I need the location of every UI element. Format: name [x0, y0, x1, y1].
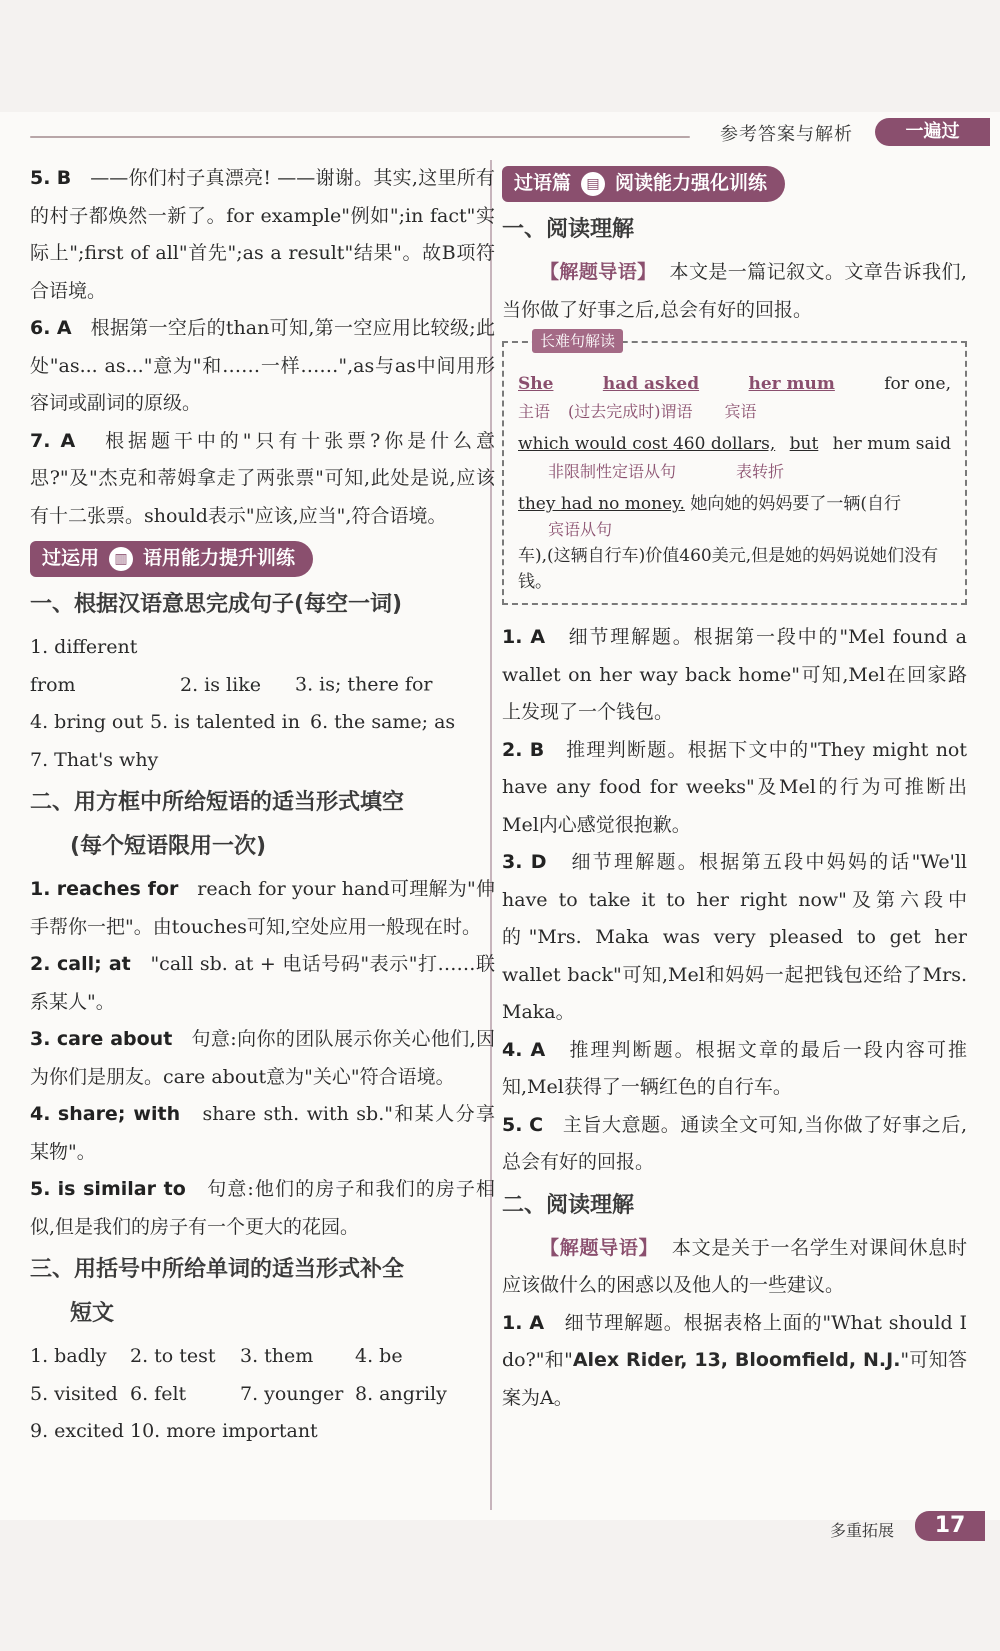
section-heading: 三、用括号中所给单词的适当形式补全 — [30, 1257, 405, 1282]
answer-item: 3. D 细节理解题。根据第五段中妈妈的话"We'll have to take it to her right now"及第六段中的"Mrs. Maka was very pleased to get her wallet back"可知,Mel和妈妈一起把钱包还给了Mrs. Maka。 — [502, 851, 967, 1023]
header-tab: 一遍过 — [875, 118, 990, 146]
answer-item: 1. A 细节理解题。根据第一段中的"Mel found a wallet on her way back home"可知,Mel在回家路上发现了一个钱包。 — [502, 626, 968, 723]
section-heading: 二、用方框中所给短语的适当形式填空 — [30, 790, 405, 815]
answer-item: 5. B ——你们村子真漂亮! ——谢谢。其实,这里所有的村子都焕然一新了。for example"例如";in fact"实际上";first of all"首先";as a result"结果"。故B项符合语境。 — [30, 167, 496, 302]
header-rule — [30, 136, 690, 138]
answer-item: 2. call; at "call sb. at + 电话号码"表示"打……联系某人"。 — [30, 953, 495, 1013]
section-heading: 一、阅读理解 — [502, 217, 635, 242]
answer-item: 4. share; with share sth. with sb."和某人分享某物"。 — [30, 1103, 495, 1163]
answer-line: 4. bring out 5. is talented in 6. the same; as — [30, 711, 456, 733]
answer-item: 3. care about 句意:向你的团队展示你关心他们,因为你们是朋友。care about意为"关心"符合语境。 — [30, 1028, 495, 1088]
section-subheading: (每个短语限用一次) — [70, 834, 267, 859]
section-banner: 过语篇 ▤ 阅读能力强化训练 — [502, 166, 785, 202]
answer-line: 1. different from 2. is like 3. is; there for — [30, 636, 433, 696]
guide-paragraph: 【解题导语】 本文是关于一名学生对课间休息时应该做什么的困惑以及他人的一些建议。 — [502, 1236, 967, 1296]
answer-item: 5. is similar to 句意:他们的房子和我们的房子相似,但是我们的房子有一个更大的花园。 — [30, 1178, 495, 1238]
footer-label: 多重拓展 — [830, 1521, 895, 1540]
answer-line: 5. visited 6. felt 7. younger 8. angrily — [30, 1382, 447, 1405]
box-label: 长难句解读 — [532, 329, 623, 353]
left-column — [30, 160, 495, 1451]
answer-line: 7. That's why — [30, 748, 159, 771]
header-title: 参考答案与解析 — [720, 124, 853, 145]
answer-line: 9. excited 10. more important — [30, 1420, 318, 1442]
top-margin — [0, 0, 1000, 112]
answer-item: 4. A 推理判断题。根据文章的最后一段内容可推知,Mel获得了一辆红色的自行车。 — [502, 1038, 967, 1098]
answer-item: 2. B 推理判断题。根据下文中的"They might not have any food for weeks"及Mel的行为可推断出Mel内心感觉很抱歉。 — [502, 738, 967, 836]
right-column — [502, 160, 967, 1417]
chart-icon: ▥ — [109, 547, 133, 571]
page-number: 17 — [915, 1511, 985, 1541]
answer-item: 7. A 根据题干中的"只有十张票?你是什么意思?"及"杰克和蒂姆拿走了两张票"可知,此处是说,应该有十二张票。should表示"应该,应当",符合语境。 — [30, 429, 495, 527]
answer-line: 1. badly 2. to test 3. them 4. be — [30, 1345, 403, 1367]
section-banner: 过运用 ▥ 语用能力提升训练 — [30, 541, 313, 577]
section-heading: 二、阅读理解 — [502, 1192, 635, 1218]
answer-item: 5. C 主旨大意题。通读全文可知,当你做了好事之后,总会有好的回报。 — [502, 1113, 967, 1173]
section-subheading: 短文 — [70, 1301, 115, 1326]
answer-item: 1. A 细节理解题。根据表格上面的"What should I do?"和"Alex Rider, 13, Bloomfield, N.J."可知答案为A。 — [502, 1311, 967, 1409]
sentence-analysis-box: 长难句解读 She had asked her mum for one, 主语 (过去完成时)谓语 宾语 which would cost 460 dollars, but her mum said 非限制性定语从句 表转折 they had no money. 她向她的妈妈要了一辆(自行 宾语从句 车),(这辆自行车)价值460美元,但是她的妈妈说她们没有钱。 — [502, 341, 967, 605]
book-icon: ▤ — [581, 172, 605, 196]
section-heading: 一、根据汉语意思完成句子(每空一词) — [30, 592, 403, 617]
answer-item: 6. A 根据第一空后的than可知,第一空应用比较级;此处"as... as..."意为"和……一样……",as与as中间用形容词或副词的原级。 — [30, 317, 495, 414]
guide-paragraph: 【解题导语】 本文是一篇记叙文。文章告诉我们,当你做了好事之后,总会有好的回报。 — [502, 261, 967, 321]
answer-item: 1. reaches for reach for your hand可理解为"伸手帮你一把"。由touches可知,空处应用一般现在时。 — [30, 878, 495, 938]
